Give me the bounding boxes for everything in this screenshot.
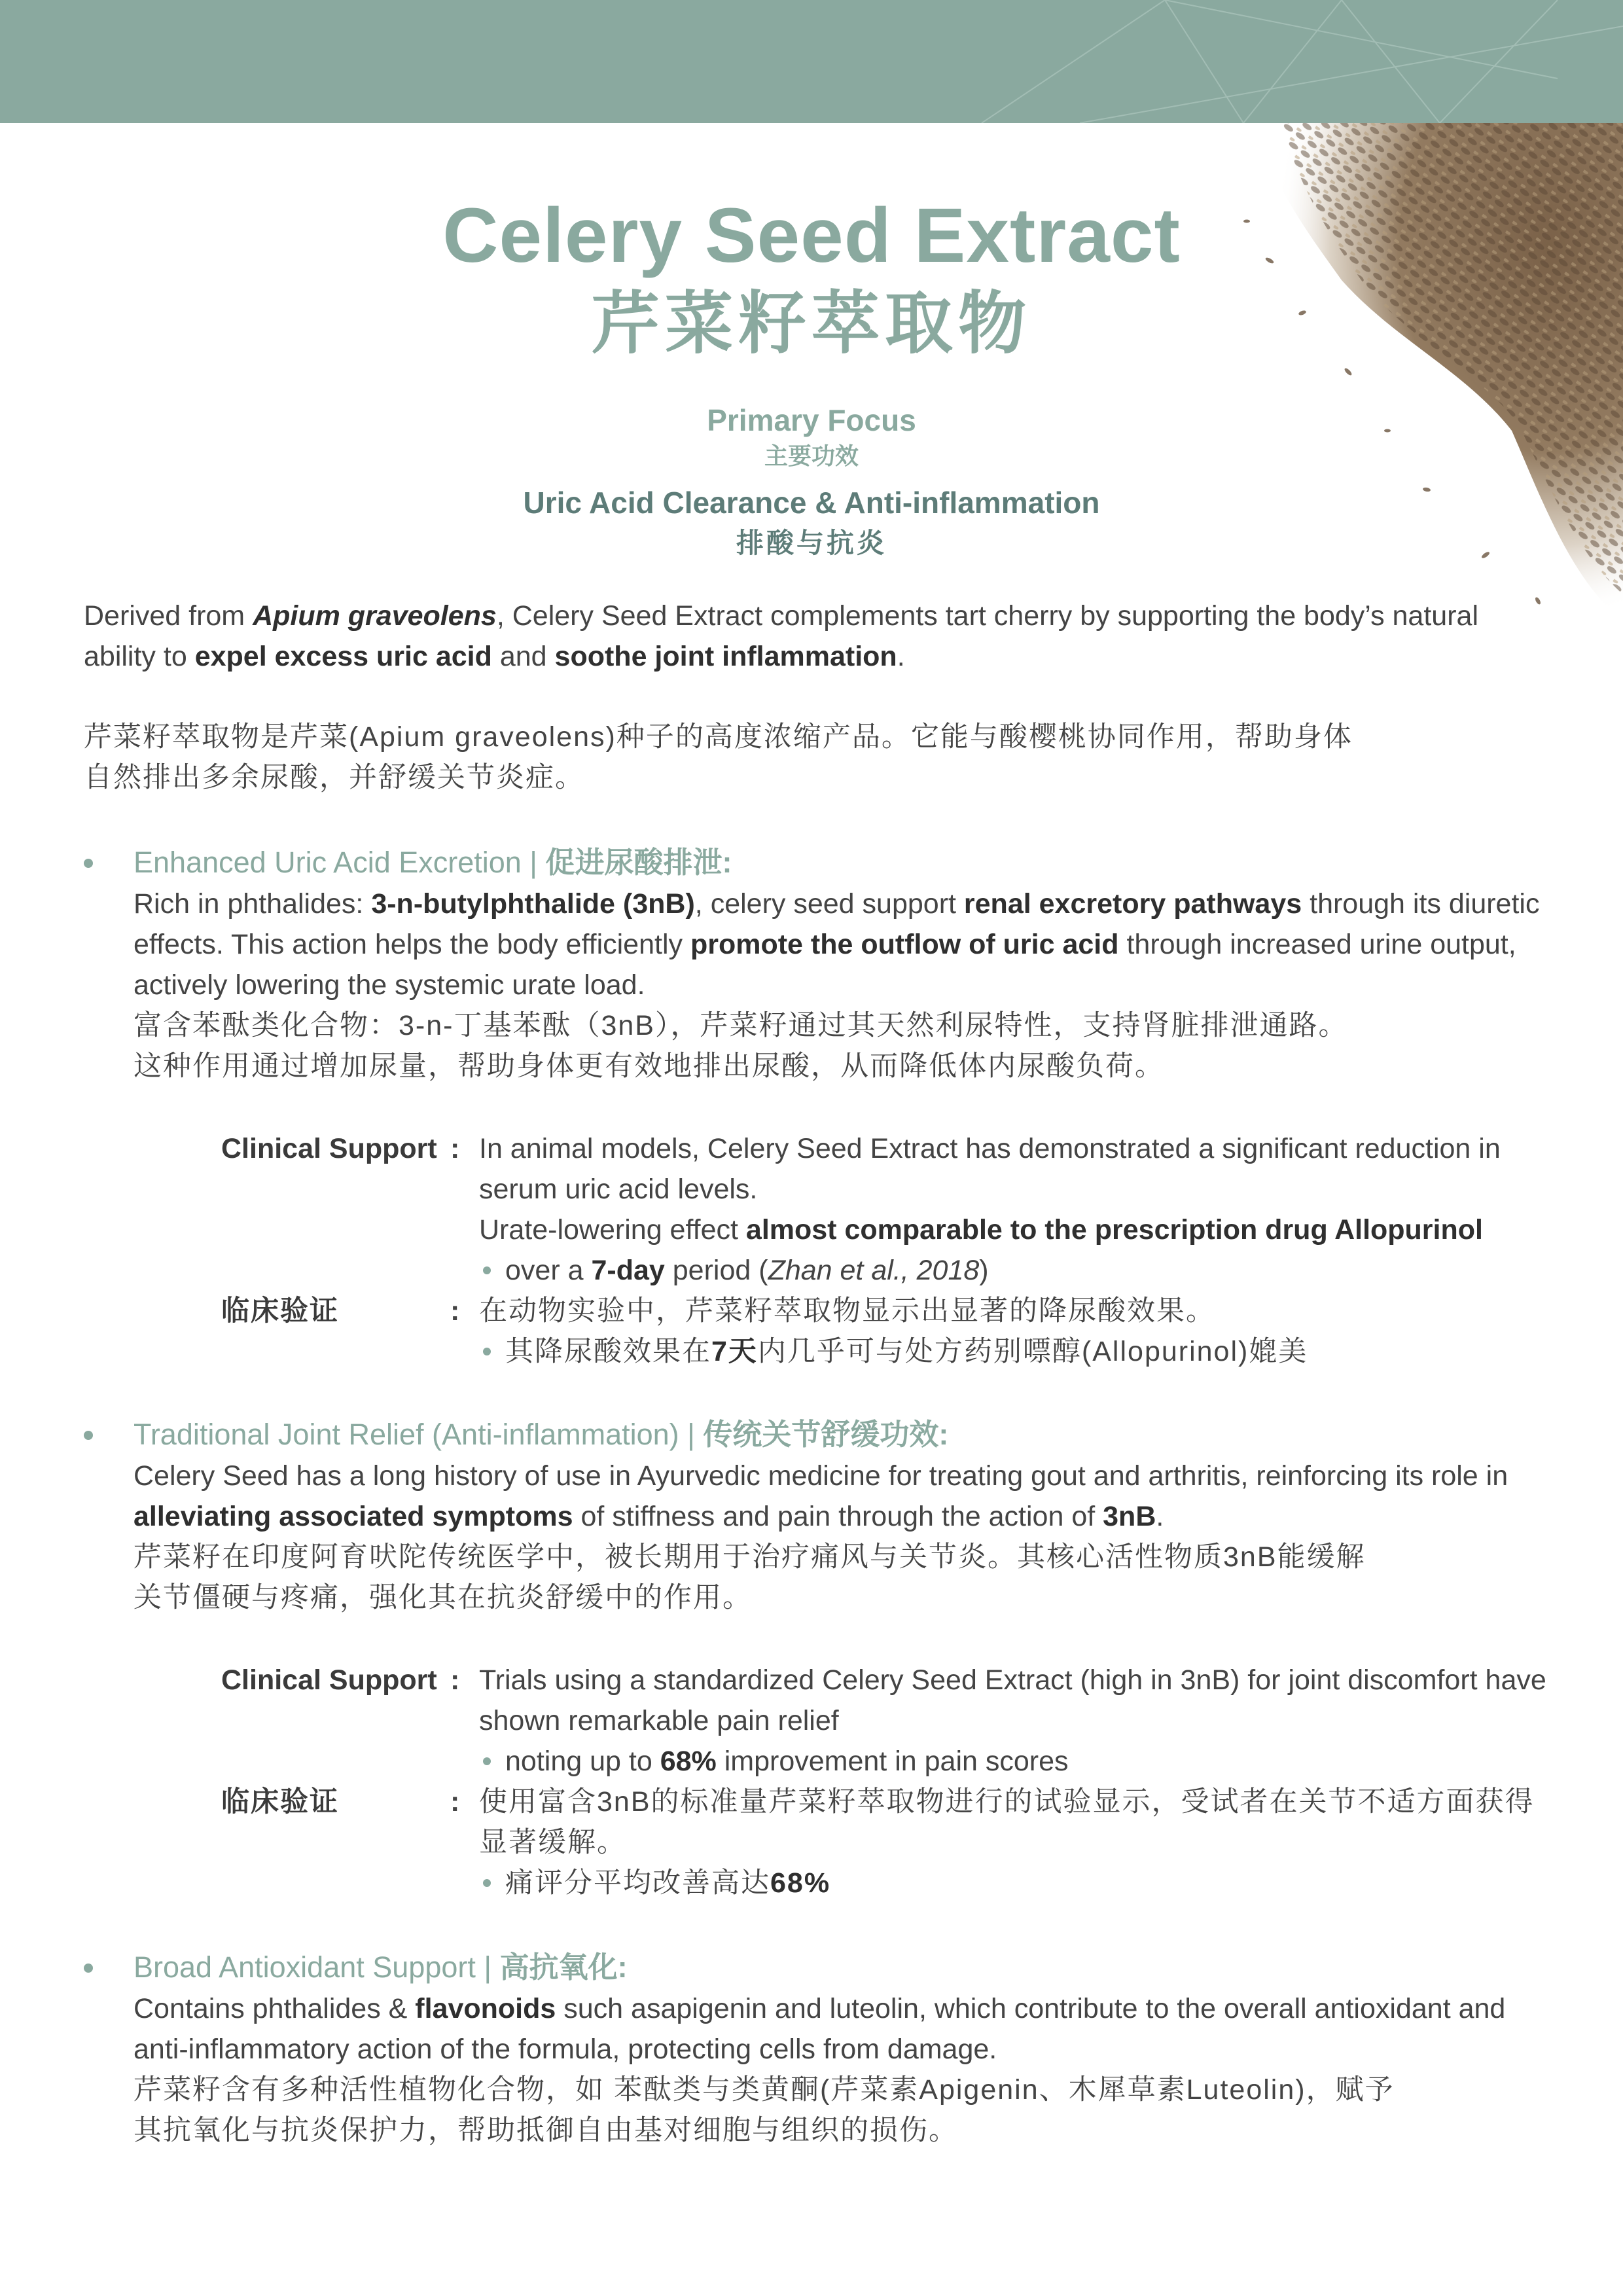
bullet-text: 内几乎可与处方药别嘌醇(Allopurinol)媲美 <box>757 1336 1308 1367</box>
bullet-icon <box>483 1879 491 1887</box>
page-title-chinese: 芹菜籽萃取物 <box>591 286 1031 362</box>
section-heading-zh: 传统关节舒缓功效: <box>703 1418 949 1451</box>
bullet-text: improvement in pain scores <box>716 1746 1069 1777</box>
body-zh-line: 富含苯酞类化合物：3-n-丁基苯酞（3nB），芹菜籽通过其天然利尿特性，支持肾脏排泄通路。 <box>134 1010 1348 1041</box>
body-text: Celery Seed has a long history of use in Ayurvedic medicine for treating gout and arthritis, reinforcing its role in <box>134 1460 1508 1492</box>
clinical-text-zh: 使用富含3nB的标准量芹菜籽萃取物进行的试验显示，受试者在关节不适方面获得显著缓解。 <box>479 1786 1535 1858</box>
bullet-icon <box>483 1348 491 1355</box>
intro-highlight: expel excess uric acid <box>194 641 492 672</box>
clinical-bullet <box>479 1250 1556 1291</box>
bullet-highlight: 68% <box>770 1867 831 1899</box>
intro-chinese <box>84 717 1550 798</box>
clinical-colon: : <box>450 1295 460 1327</box>
header-band <box>0 0 1623 123</box>
clinical-bullet-zh <box>479 1863 1556 1903</box>
focus-value: Uric Acid Clearance & Anti-inflammation <box>523 486 1100 520</box>
section-heading-en: Traditional Joint Relief (Anti-inflammation) | <box>134 1418 704 1451</box>
clinical-colon: : <box>450 1786 460 1818</box>
body-text: Contains phthalides & <box>134 1993 416 2024</box>
body-highlight: 3nB <box>1103 1501 1156 1532</box>
clinical-label-zh: 临床验证 <box>221 1786 339 1818</box>
bullet-highlight: 7-day <box>591 1255 665 1286</box>
section-heading <box>134 1946 1563 1988</box>
clinical-text-2 <box>479 1210 1556 1250</box>
clinical-colon: : <box>450 1664 460 1696</box>
clinical-label: Clinical Support <box>221 1664 437 1696</box>
clinical-label-zh: 临床验证 <box>221 1295 339 1327</box>
clinical-bullet-zh <box>479 1331 1556 1372</box>
bullet-text: noting up to <box>505 1746 660 1777</box>
bullet-text: 痛评分平均改善高达 <box>505 1867 770 1899</box>
section-antioxidant <box>84 1946 1563 2151</box>
bullet-text: 其降尿酸效果在 <box>505 1336 711 1367</box>
clinical-text: Urate-lowering effect <box>479 1214 746 1246</box>
bullet-highlight: 7天 <box>711 1336 758 1367</box>
section-body-zh <box>134 1537 1563 1618</box>
clinical-zh <box>221 1291 1556 1372</box>
body-highlight: 3-n-butylphthalide (3nB) <box>371 888 695 920</box>
intro-english <box>84 596 1550 677</box>
section-body-en <box>134 1456 1563 1537</box>
clinical-colon: : <box>450 1133 460 1164</box>
clinical-text: Trials using a standardized Celery Seed Extract (high in 3nB) for joint discomfort have shown remarkable pain relief <box>479 1664 1546 1736</box>
clinical-en <box>221 1660 1556 1782</box>
clinical-bullet <box>479 1741 1556 1782</box>
section-body-en <box>134 1988 1563 2070</box>
section-heading <box>134 1414 1563 1456</box>
clinical-label: Clinical Support <box>221 1133 437 1164</box>
primary-focus <box>0 401 1623 563</box>
clinical-text-zh: 在动物实验中，芹菜籽萃取物显示出显著的降尿酸效果。 <box>479 1295 1215 1327</box>
body-text: of stiffness and pain through the action of <box>573 1501 1103 1532</box>
intro-zh-line: 芹菜籽萃取物是芹菜(Apium graveolens)种子的高度浓缩产品。它能与酸樱桃协同作用，帮助身体 <box>84 721 1353 753</box>
focus-value-chinese: 排酸与抗炎 <box>736 528 887 558</box>
bullet-icon <box>84 1964 93 1973</box>
body-zh-line: 关节僵硬与疼痛，强化其在抗炎舒缓中的作用。 <box>134 1582 752 1613</box>
page-title: Celery Seed Extract <box>442 192 1181 279</box>
intro-text: . <box>897 641 905 672</box>
section-heading-zh: 促进尿酸排泄: <box>545 846 732 879</box>
clinical-en <box>221 1128 1556 1291</box>
intro-text: , Celery Seed Extract complements tart cherry by supporting the body’s natural ability to <box>84 600 1478 672</box>
body-text: through increased urine output, actively lowering the systemic urate load. <box>134 929 1516 1001</box>
body-highlight: promote the outflow of uric acid <box>690 929 1119 960</box>
body-zh-line: 其抗氧化与抗炎保护力，帮助抵御自由基对细胞与组织的损伤。 <box>134 2115 958 2146</box>
decorative-lines <box>0 0 1623 123</box>
body-zh-line: 芹菜籽含有多种活性植物化合物，如 苯酞类与类黄酮(芹菜素Apigenin、木犀草素Luteolin)，赋予 <box>134 2074 1395 2106</box>
section-heading <box>134 842 1563 884</box>
focus-label: Primary Focus <box>707 403 916 437</box>
focus-label-chinese: 主要功效 <box>764 442 859 469</box>
bullet-icon <box>483 1266 491 1274</box>
section-body-zh <box>134 2070 1563 2151</box>
bullet-text: ) <box>979 1255 989 1286</box>
bullet-text: over a <box>505 1255 592 1286</box>
intro-text: Derived from <box>84 600 253 632</box>
section-heading-zh: 高抗氧化: <box>499 1950 628 1984</box>
body-text: , celery seed support <box>694 888 964 920</box>
clinical-text: In animal models, Celery Seed Extract has demonstrated a significant reduction in serum uric acid levels. <box>479 1133 1501 1205</box>
section-joint-relief <box>84 1414 1563 1618</box>
intro-highlight: soothe joint inflammation <box>554 641 897 672</box>
clinical-zh <box>221 1782 1556 1903</box>
section-heading-en: Enhanced Uric Acid Excretion | <box>134 846 546 879</box>
intro-text: and <box>491 641 555 672</box>
bullet-icon <box>84 1431 93 1440</box>
body-text: . <box>1156 1501 1164 1532</box>
clinical-support-1 <box>221 1128 1556 1372</box>
species-name: Apium graveolens <box>253 600 497 632</box>
bullet-highlight: 68% <box>660 1746 717 1777</box>
section-heading-en: Broad Antioxidant Support | <box>134 1950 500 1984</box>
section-body-en <box>134 884 1563 1005</box>
body-zh-line: 这种作用通过增加尿量，帮助身体更有效地排出尿酸，从而降低体内尿酸负荷。 <box>134 1050 1164 1082</box>
citation: Zhan et al., 2018 <box>768 1255 980 1286</box>
section-body-zh <box>134 1005 1563 1086</box>
body-highlight: renal excretory pathways <box>963 888 1302 920</box>
title-block <box>0 190 1623 367</box>
clinical-support-2 <box>221 1660 1556 1903</box>
body-text: through its diuretic effects. This action helps the body efficiently <box>134 888 1540 960</box>
bullet-icon <box>84 859 93 868</box>
intro-zh-line: 自然排出多余尿酸，并舒缓关节炎症。 <box>84 762 584 793</box>
bullet-text: period ( <box>664 1255 768 1286</box>
body-zh-line: 芹菜籽在印度阿育吠陀传统医学中，被长期用于治疗痛风与关节炎。其核心活性物质3nB能缓解 <box>134 1541 1366 1573</box>
body-text: Rich in phthalides: <box>134 888 372 920</box>
section-uric-acid-excretion <box>84 842 1563 1086</box>
body-highlight: alleviating associated symptoms <box>134 1501 573 1532</box>
clinical-highlight: almost comparable to the prescription drug Allopurinol <box>745 1214 1483 1246</box>
body-text: such asapigenin and luteolin, which contribute to the overall antioxidant and anti-inflammatory action of the formula, protecting cells from damage. <box>134 1993 1506 2065</box>
body-highlight: flavonoids <box>415 1993 556 2024</box>
bullet-icon <box>483 1757 491 1765</box>
